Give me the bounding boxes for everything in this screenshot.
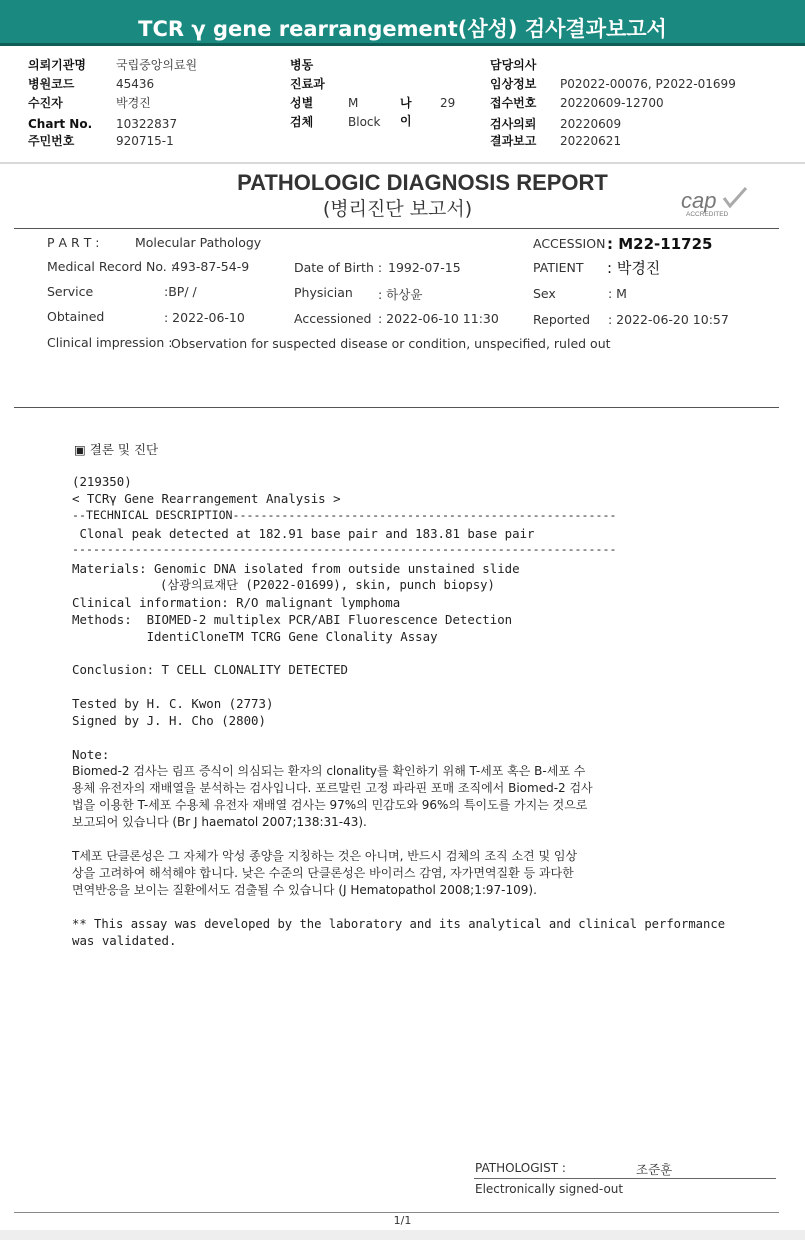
- header-label-sex: 성별: [290, 96, 314, 110]
- reported-value: : 2022-06-20 10:57: [608, 312, 729, 327]
- header-row-specimen: [290, 113, 381, 131]
- pathologist-label: PATHOLOGIST :: [475, 1161, 566, 1175]
- header-label: 결과보고: [490, 134, 537, 148]
- header-row: [28, 75, 155, 93]
- header-label: 임상정보: [490, 77, 537, 91]
- header-value: 45436: [116, 77, 155, 91]
- note-paragraph-1-line-3: 법을 이용한 T-세포 수용체 유전자 재배열 검사는 97%의 민감도와 96%의 특이도를 가지는 것으로: [72, 798, 588, 812]
- conclusion: Conclusion: T CELL CLONALITY DETECTED: [72, 662, 349, 677]
- header-value-age: 29: [440, 96, 456, 110]
- service-value: :BP/ /: [164, 284, 197, 299]
- header-value-sex: M: [348, 96, 359, 110]
- reported-label: Reported: [533, 312, 591, 327]
- header-label: 병원코드: [28, 77, 75, 91]
- note-paragraph-2-line-2: 상을 고려하여 해석해야 합니다. 낮은 수준의 단클론성은 바이러스 감염, 자가면역질환 등 과다한: [72, 866, 574, 880]
- header-label-age: 나이: [400, 96, 412, 128]
- section-title: ▣ 결론 및 진단: [74, 442, 159, 457]
- cap-logo-text: cap: [681, 188, 717, 213]
- signed-out-text: Electronically signed-out: [475, 1182, 624, 1196]
- header-divider: [0, 162, 805, 164]
- header-value: P02022-00076, P2022-01699: [560, 77, 736, 91]
- patient-label: PATIENT: [533, 260, 584, 275]
- obtained-value: : 2022-06-10: [164, 310, 245, 325]
- header-label: 접수번호: [490, 96, 537, 110]
- signature-line: [474, 1178, 776, 1179]
- assay-statement-line-2: was validated.: [72, 933, 177, 948]
- accession-label: ACCESSION: [533, 236, 606, 251]
- cap-accredited-logo: [680, 184, 755, 220]
- report-subtitle: (병리진단 보고서): [322, 198, 473, 220]
- signed-by: Signed by J. H. Cho (2800): [72, 713, 266, 728]
- patient-value-wrap: : 박경진: [607, 259, 661, 277]
- note-paragraph-2-line-1: T세포 단클론성은 그 자체가 악성 종양을 지칭하는 것은 아니며, 반드시 검체의 조직 소견 및 임상: [72, 849, 578, 863]
- note-paragraph-1-line-4: 보고되어 있습니다 (Br J haematol 2007;138:31-43).: [72, 815, 367, 829]
- mrn-label: Medical Record No. :: [47, 259, 175, 274]
- header-value: 박경진: [116, 96, 151, 110]
- service-label: Service: [47, 284, 94, 299]
- header-value-specimen: Block: [348, 115, 381, 129]
- header-row: [28, 94, 151, 112]
- header-value: 10322837: [116, 117, 178, 131]
- header-value: 국립중앙의료원: [116, 58, 198, 72]
- report-title: PATHOLOGIC DIAGNOSIS REPORT: [237, 170, 608, 195]
- dashed-divider: ------------------------------------------------------------------------------: [72, 542, 617, 556]
- page-bottom-line: [14, 1212, 779, 1213]
- accession-value-wrap: : M22-11725: [607, 235, 713, 253]
- note-label: Note:: [72, 747, 110, 762]
- part-label: P A R T :: [47, 235, 100, 250]
- report-banner-title: TCR γ gene rearrangement(삼성) 검사결과보고서: [0, 0, 805, 46]
- header-label: 주민번호: [28, 134, 75, 148]
- clinical-impression-label: Clinical impression :: [47, 335, 173, 350]
- note-paragraph-1-line-1: Biomed-2 검사는 림프 증식이 의심되는 환자의 clonality를 확인하기 위해 T-세포 혹은 B-세포 수: [72, 764, 586, 778]
- materials-line-2: (삼광의료재단 (P2022-01699), skin, punch biopsy): [72, 578, 495, 592]
- assay-statement-line-1: ** This assay was developed by the laboratory and its analytical and clinical performance: [72, 917, 726, 931]
- header-label: 수진자: [28, 96, 63, 110]
- accession-value: M22-11725: [618, 235, 713, 253]
- clonal-peak-text: Clonal peak detected at 182.91 base pair and 183.81 base pair: [72, 526, 535, 541]
- header-label-clinic: 진료과: [290, 77, 325, 91]
- meta-bottom-line: [14, 407, 779, 408]
- sex-value: : M: [608, 286, 627, 301]
- clinical-impression-value: Observation for suspected disease or condition, unspecified, ruled out: [171, 336, 611, 351]
- note-paragraph-1-line-2: 용체 유전자의 재배열을 분석하는 검사입니다. 포르말린 고정 파라핀 포매 조직에서 Biomed-2 검사: [72, 781, 593, 795]
- patient-value: 박경진: [616, 259, 661, 277]
- physician-value: : 하상윤: [378, 287, 423, 302]
- header-value: 920715-1: [116, 134, 174, 148]
- tested-by: Tested by H. C. Kwon (2773): [72, 696, 274, 711]
- header-row: [28, 132, 174, 150]
- materials-line-1: Materials: Genomic DNA isolated from outside unstained slide: [72, 561, 520, 576]
- dob-label: Date of Birth :: [294, 260, 383, 275]
- header-row: [28, 115, 178, 133]
- part-value: Molecular Pathology: [135, 235, 262, 250]
- header-label: 의뢰기관명: [28, 58, 86, 72]
- header-value: 20220609: [560, 117, 622, 131]
- accessioned-label: Accessioned: [294, 311, 372, 326]
- header-label-specimen: 검체: [290, 115, 314, 129]
- note-paragraph-2-line-3: 면역반응을 보이는 질환에서도 검출될 수 있습니다 (J Hematopathol 2008;1:97-109).: [72, 883, 537, 897]
- accessioned-value: : 2022-06-10 11:30: [378, 311, 499, 326]
- page-number: 1/1: [393, 1214, 412, 1227]
- cap-logo-subtext: ACCREDITED: [686, 211, 729, 218]
- header-label-dept: 병동: [290, 58, 314, 72]
- methods-line-2: IdentiCloneTM TCRG Gene Clonality Assay: [72, 629, 438, 644]
- clinical-information: Clinical information: R/O malignant lymphoma: [72, 595, 401, 610]
- test-code: (219350): [72, 474, 132, 489]
- technical-description-line: --TECHNICAL DESCRIPTION-------------------------------------------------------: [72, 508, 617, 522]
- header-label: 검사의뢰: [490, 117, 537, 131]
- mrn-value: 493-87-54-9: [172, 259, 250, 274]
- obtained-label: Obtained: [47, 309, 105, 324]
- pathologist-name: 조준훈: [636, 1162, 673, 1177]
- methods-line-1: Methods: BIOMED-2 multiplex PCR/ABI Fluorescence Detection: [72, 612, 513, 627]
- sex-label: Sex: [533, 286, 556, 301]
- dob-value: 1992-07-15: [388, 260, 461, 275]
- header-label: 담당의사: [490, 58, 537, 72]
- analysis-title: < TCRγ Gene Rearrangement Analysis >: [72, 491, 341, 506]
- meta-top-line: [14, 228, 779, 229]
- header-label: Chart No.: [28, 117, 93, 131]
- footer-band: [0, 1230, 805, 1240]
- header-value: 20220609-12700: [560, 96, 664, 110]
- header-value: 20220621: [560, 134, 622, 148]
- header-row: [28, 56, 198, 74]
- physician-label: Physician: [294, 285, 353, 300]
